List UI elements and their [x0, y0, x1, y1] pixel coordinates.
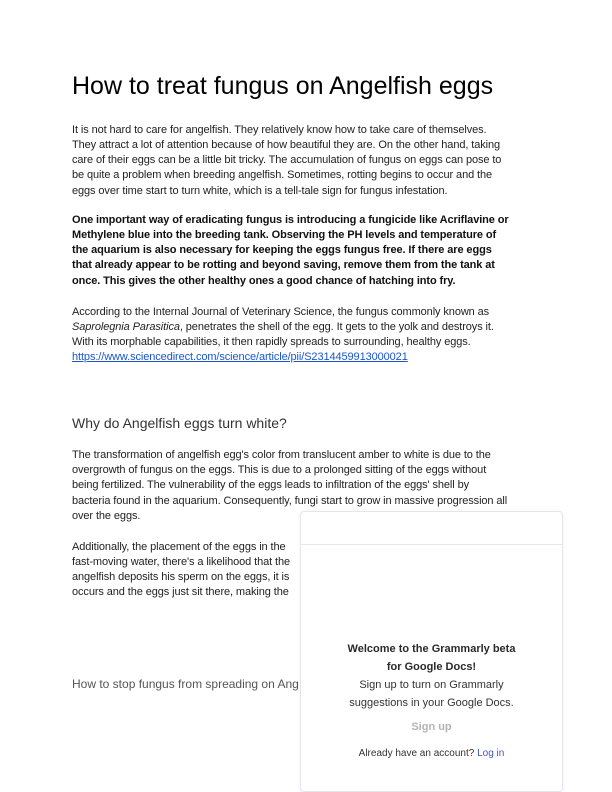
description-line: suggestions in your Google Docs.: [349, 697, 514, 709]
text-line: the aquarium is also necessary for keeping the eggs fungus free. If there are eggs: [72, 244, 492, 256]
text-line: bacteria found in the aquarium. Consequently, fungi start to grow in massive progression all: [72, 495, 508, 507]
text-line: being fertilized. The vulnerability of the eggs leads to infiltration of the eggs' shell by: [72, 479, 469, 491]
popup-divider: [301, 544, 562, 545]
welcome-line: Welcome to the Grammarly beta: [347, 643, 516, 655]
document-title: How to treat fungus on Angelfish eggs: [72, 72, 494, 100]
text-line: that already appear to be rotting and beyond saving, remove them from the tank at: [72, 259, 495, 271]
text-line: fast-moving water, there's a likelihood that the: [72, 556, 291, 568]
already-have-account-text: Already have an account?: [358, 748, 475, 759]
text-line: With its morphable capabilities, it then rapidly spreads to surrounding, healthy eggs.: [72, 336, 471, 348]
text-line: They attract a lot of attention because of how beautiful they are. On the other hand, taking: [72, 139, 501, 151]
description-line: Sign up to turn on Grammarly: [359, 679, 504, 691]
log-in-link[interactable]: Log in: [477, 748, 505, 759]
species-name: Saprolegnia Parasitica: [72, 321, 180, 333]
text-line: overgrowth of fungus on the eggs. This is due to a prolonged sitting of the eggs without: [72, 464, 487, 476]
text-line: It is not hard to care for angelfish. They relatively know how to take care of themselves.: [72, 124, 487, 136]
text-line: eggs over time start to turn white, which is a tell-tale sign for fungus infestation.: [72, 185, 448, 197]
sciencedirect-link[interactable]: https://www.sciencedirect.com/science/article/pii/S2314459913000021: [72, 351, 408, 363]
welcome-line: for Google Docs!: [386, 661, 477, 673]
text-line: Methylene blue into the breeding tank. Observing the PH levels and temperature of: [72, 229, 497, 241]
text-line: angelfish deposits his sperm on the eggs, it is: [72, 571, 290, 583]
grammarly-popup: [300, 511, 563, 792]
text-line: The transformation of angelfish egg's color from translucent amber to white is due to the: [72, 449, 491, 461]
popup-message: [301, 640, 562, 712]
text-line: care of their eggs can be a little bit tricky. The accumulation of fungus on eggs can pose to: [72, 154, 502, 166]
text-span: , penetrates the shell of the egg. It gets to the yolk and destroys it.: [179, 321, 494, 333]
text-line: over the eggs.: [72, 510, 141, 522]
sign-up-button[interactable]: Sign up: [411, 721, 452, 733]
text-line: be quite a problem when breeding angelfish. Sometimes, rotting begins to occur and the: [72, 169, 493, 181]
login-prompt: [301, 748, 562, 759]
text-line: once. This gives the other healthy ones a good chance of hatching into fry.: [72, 275, 456, 287]
text-line: [72, 320, 494, 334]
section-heading: How to stop fungus from spreading on Ang: [72, 677, 299, 691]
text-line: Additionally, the placement of the eggs in the: [72, 541, 286, 553]
section-heading: Why do Angelfish eggs turn white?: [72, 415, 287, 431]
text-line: One important way of eradicating fungus is introducing a fungicide like Acriflavine or: [72, 214, 509, 226]
text-line: occurs and the eggs just sit there, making the: [72, 586, 289, 598]
text-line: According to the Internal Journal of Veterinary Science, the fungus commonly known as: [72, 306, 490, 318]
